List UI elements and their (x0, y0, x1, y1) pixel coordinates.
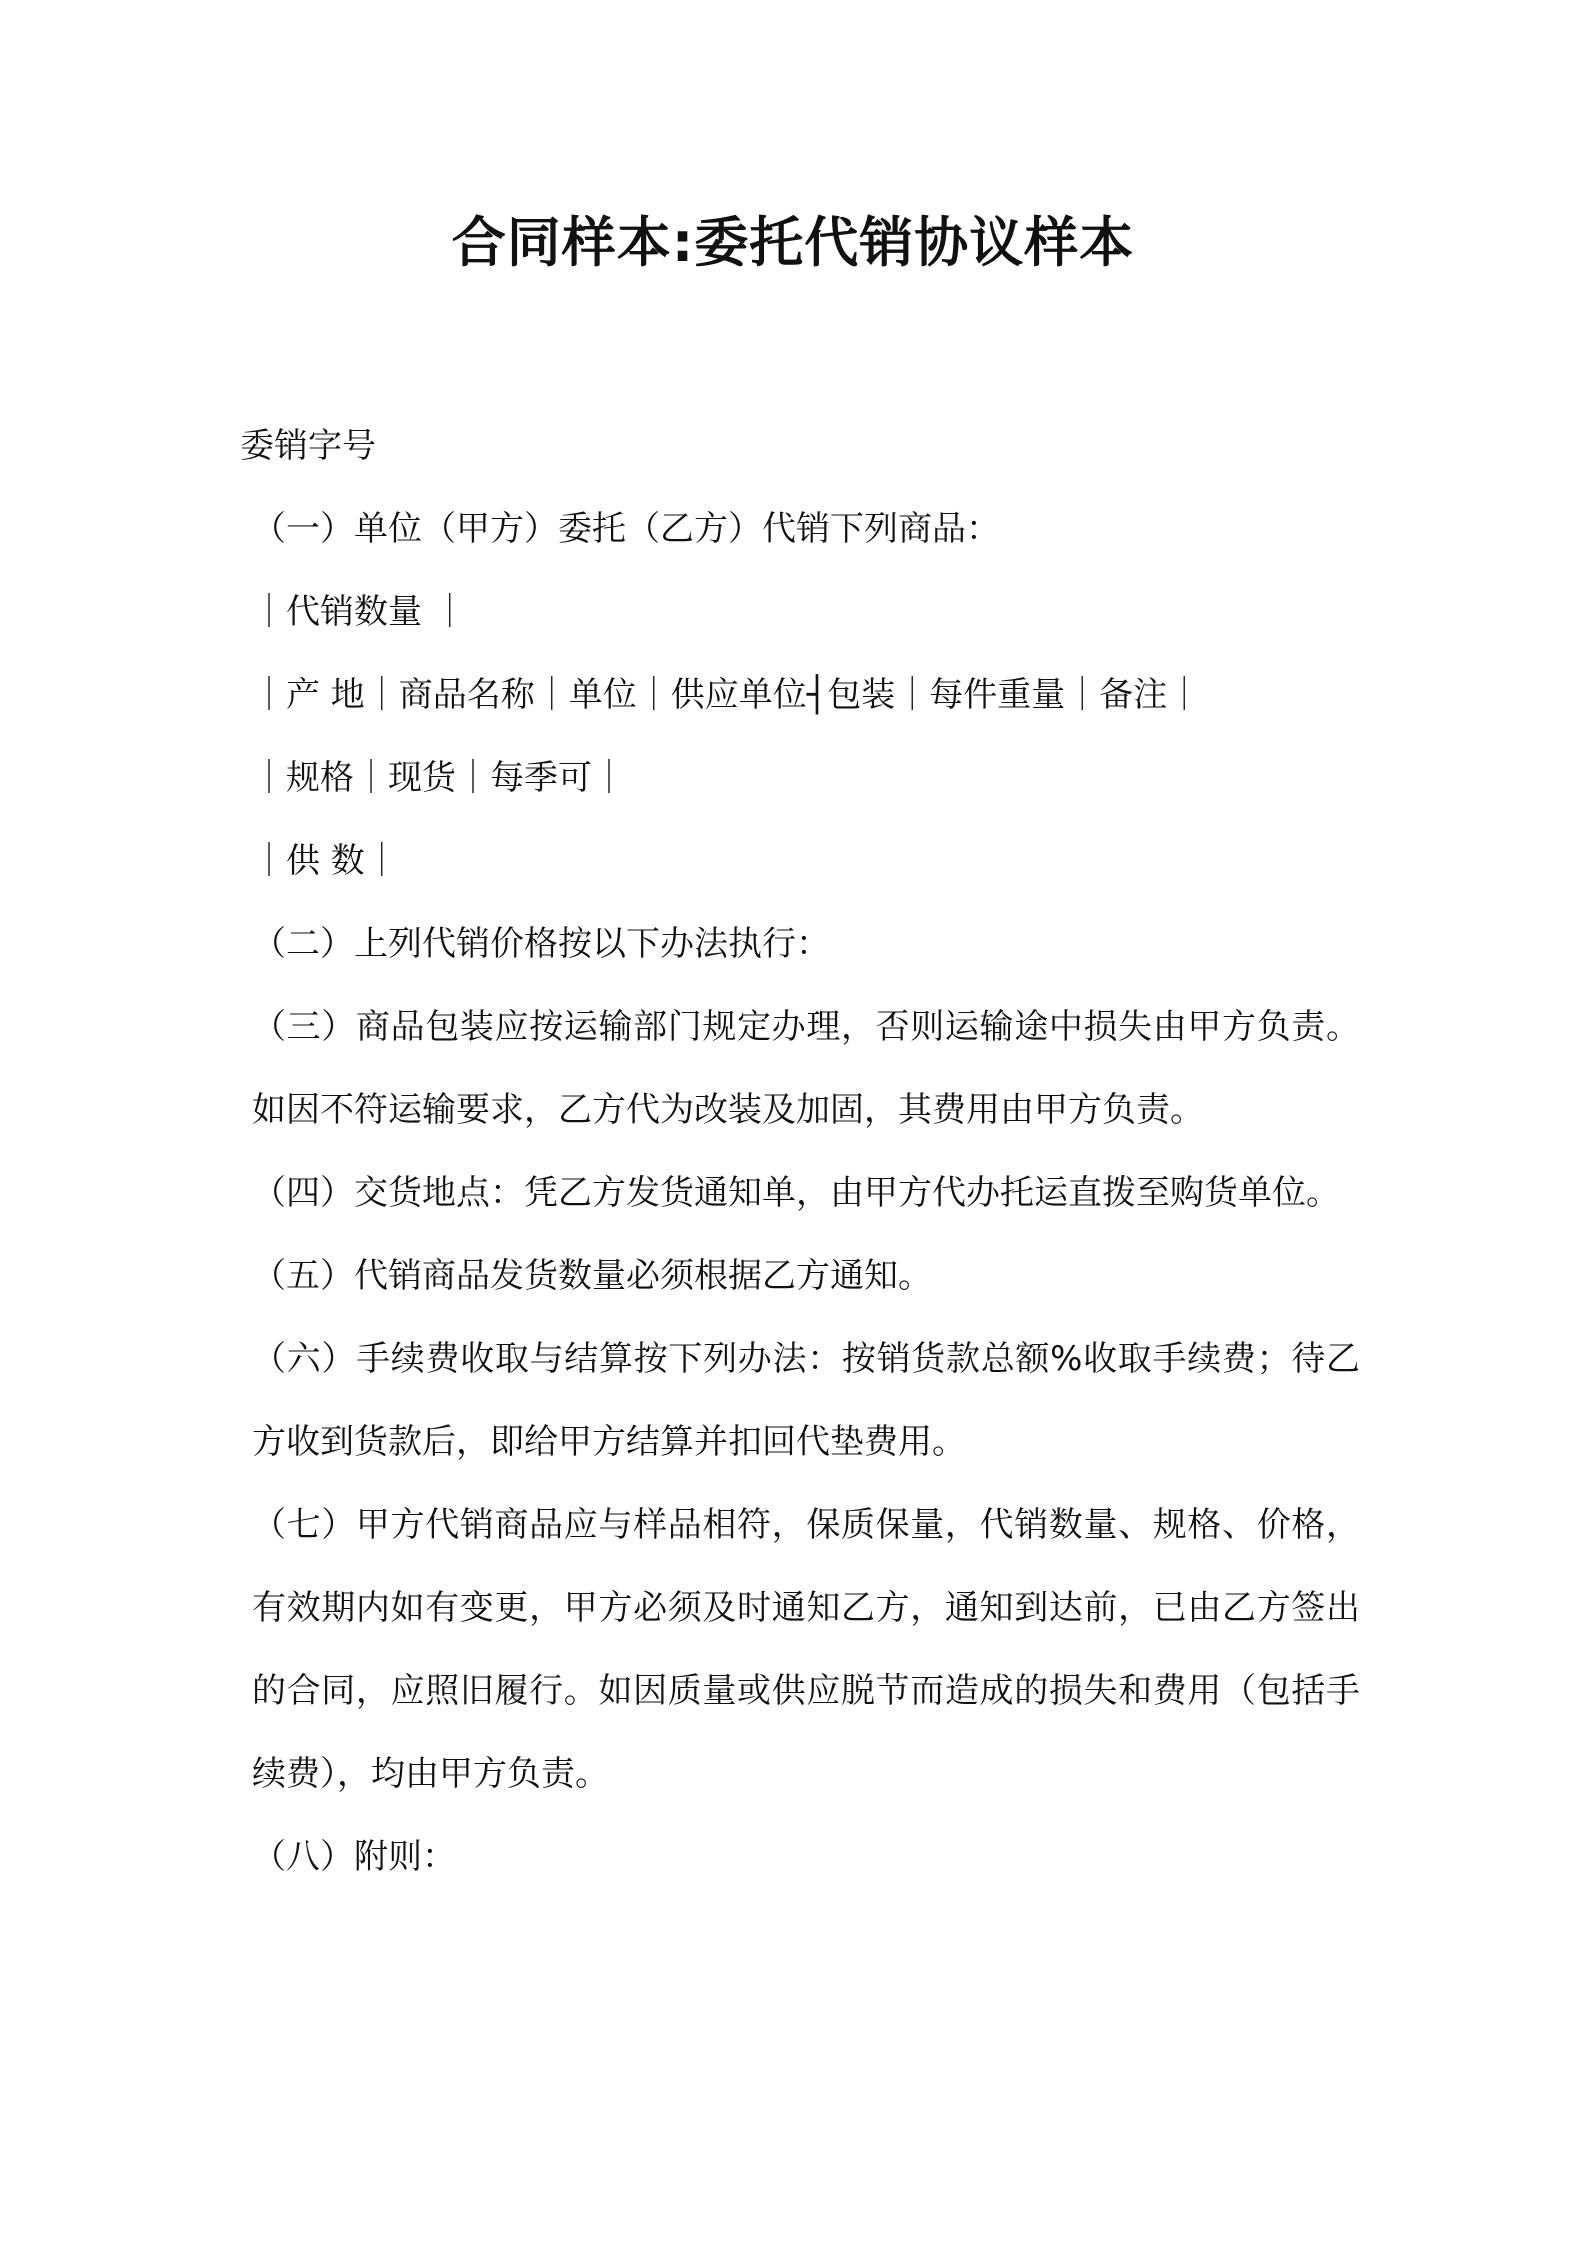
document-title: 合同样本:委托代销协议样本 (451, 211, 1135, 274)
clause-1: （一）单位（甲方）委托（乙方）代销下列商品： (252, 509, 1000, 549)
table-line-4: ｜供 数｜ (252, 841, 399, 881)
table-line-1: ｜代销数量 ｜ (252, 592, 467, 632)
table-line-3: ｜规格｜现货｜每季可｜ (252, 758, 626, 798)
clause-5: （五）代销商品发货数量必须根据乙方通知。 (252, 1256, 932, 1296)
clause-7: （七）甲方代销商品应与样品相符，保质保量，代销数量、规格、价格，有效期内如有变更，甲方必须及时通知乙方，通知到达前，已由乙方签出的合同，应照旧履行。如因质量或供应脱节而造成的损失和费用（包括手续费），均由甲方负责。 (252, 1505, 1360, 1794)
clause-6: （六）手续费收取与结算按下列办法：按销货款总额%收取手续费；待乙方收到货款后，即给甲方结算并扣回代垫费用。 (252, 1339, 1360, 1462)
table-line-2: ｜产 地｜商品名称｜单位｜供应单位┤包装｜每件重量｜备注｜ (252, 675, 1202, 715)
clause-2: （二）上列代销价格按以下办法执行： (252, 924, 830, 964)
ref-label: 委销字号 (240, 426, 376, 466)
clause-4: （四）交货地点：凭乙方发货通知单，由甲方代办托运直拨至购货单位。 (252, 1173, 1340, 1213)
clause-3: （三）商品包装应按运输部门规定办理，否则运输途中损失由甲方负责。如因不符运输要求，乙方代为改装及加固，其费用由甲方负责。 (252, 1007, 1360, 1130)
clause-8: （八）附则： (252, 1837, 456, 1877)
document-body (240, 405, 1360, 1899)
